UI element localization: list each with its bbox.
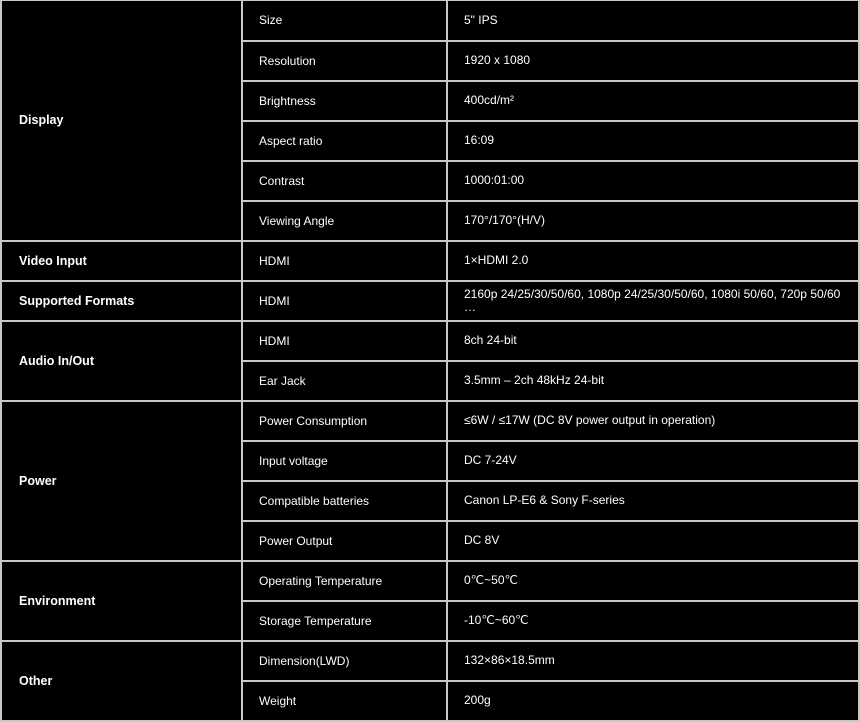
table-row: [1, 561, 859, 601]
param-value: DC 7-24V: [447, 441, 859, 481]
category-audio-in-out: Audio In/Out: [1, 321, 242, 401]
param-label: Operating Temperature: [242, 561, 447, 601]
param-value: 3.5mm – 2ch 48kHz 24-bit: [447, 361, 859, 401]
table-row: [1, 321, 859, 361]
param-label: Compatible batteries: [242, 481, 447, 521]
param-value: Canon LP-E6 & Sony F-series: [447, 481, 859, 521]
param-value: 1×HDMI 2.0: [447, 241, 859, 281]
param-value: ≤6W / ≤17W (DC 8V power output in operation): [447, 401, 859, 441]
param-value: 2160p 24/25/30/50/60, 1080p 24/25/30/50/60, 1080i 50/60, 720p 50/60 …: [447, 281, 859, 321]
param-value: 1000:01:00: [447, 161, 859, 201]
category-environment: Environment: [1, 561, 242, 641]
param-label: Storage Temperature: [242, 601, 447, 641]
table-row: [1, 241, 859, 281]
param-value: DC 8V: [447, 521, 859, 561]
param-label: Contrast: [242, 161, 447, 201]
param-value: 400cd/m²: [447, 81, 859, 121]
param-label: Viewing Angle: [242, 201, 447, 241]
param-label: Ear Jack: [242, 361, 447, 401]
param-label: Weight: [242, 681, 447, 721]
table-row: [1, 401, 859, 441]
param-label: HDMI: [242, 321, 447, 361]
param-value: 5" IPS: [447, 1, 859, 41]
category-supported-formats: Supported Formats: [1, 281, 242, 321]
param-value: 200g: [447, 681, 859, 721]
param-label: HDMI: [242, 241, 447, 281]
param-label: HDMI: [242, 281, 447, 321]
param-label: Dimension(LWD): [242, 641, 447, 681]
param-label: Power Output: [242, 521, 447, 561]
param-value: 16:09: [447, 121, 859, 161]
param-label: Input voltage: [242, 441, 447, 481]
param-value: 8ch 24-bit: [447, 321, 859, 361]
category-other: Other: [1, 641, 242, 721]
param-value: 0℃~50℃: [447, 561, 859, 601]
param-label: Aspect ratio: [242, 121, 447, 161]
param-value: 1920 x 1080: [447, 41, 859, 81]
table-row: [1, 1, 859, 41]
param-value: 170°/170°(H/V): [447, 201, 859, 241]
param-value: -10℃~60℃: [447, 601, 859, 641]
table-row: [1, 641, 859, 681]
category-video-input: Video Input: [1, 241, 242, 281]
category-display: Display: [1, 1, 242, 241]
param-value: 132×86×18.5mm: [447, 641, 859, 681]
param-label: Resolution: [242, 41, 447, 81]
param-label: Brightness: [242, 81, 447, 121]
table-row: [1, 281, 859, 321]
param-label: Power Consumption: [242, 401, 447, 441]
param-label: Size: [242, 1, 447, 41]
category-power: Power: [1, 401, 242, 561]
